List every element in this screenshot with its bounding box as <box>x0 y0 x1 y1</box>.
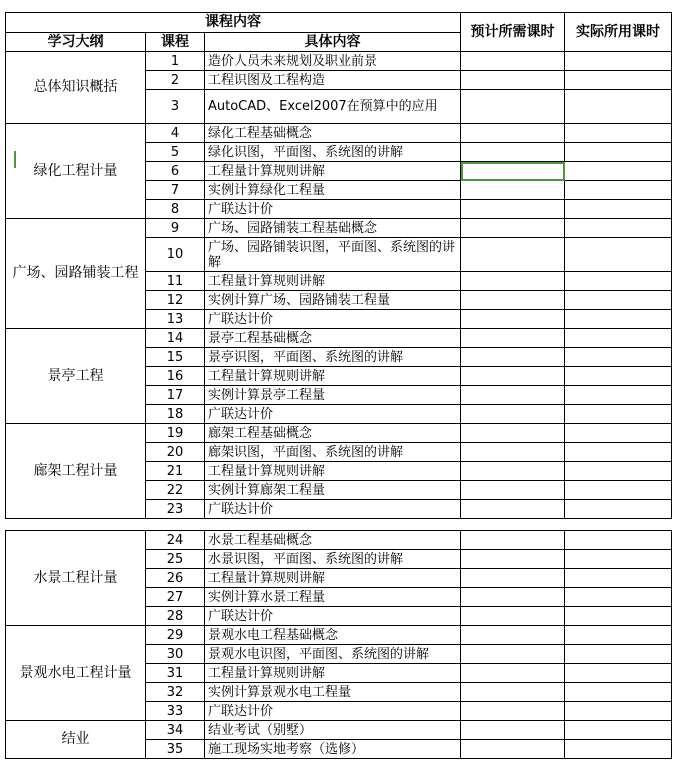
lesson-number-cell[interactable]: 1 <box>146 52 205 71</box>
actual-hours-cell[interactable] <box>565 664 672 683</box>
table-block-upper <box>0 12 676 519</box>
planned-hours-cell[interactable] <box>461 500 565 519</box>
table-row <box>6 531 672 550</box>
lesson-detail-cell[interactable]: 施工现场实地考察（选修） <box>205 740 461 759</box>
lesson-number-cell[interactable]: 29 <box>146 626 205 645</box>
lesson-detail-cell[interactable]: 广联达计价 <box>205 310 461 329</box>
lesson-detail-cell[interactable]: 工程量计算规则讲解 <box>205 367 461 386</box>
actual-hours-cell[interactable] <box>565 90 672 124</box>
actual-hours-cell[interactable] <box>565 291 672 310</box>
lesson-number-cell[interactable]: 7 <box>146 181 205 200</box>
actual-hours-cell[interactable] <box>565 443 672 462</box>
lesson-number-cell[interactable]: 34 <box>146 721 205 740</box>
planned-hours-cell[interactable] <box>461 424 565 443</box>
lesson-detail-cell[interactable]: 工程量计算规则讲解 <box>205 462 461 481</box>
planned-hours-cell[interactable] <box>461 626 565 645</box>
lesson-detail-cell[interactable]: 广联达计价 <box>205 200 461 219</box>
lesson-number-cell[interactable]: 30 <box>146 645 205 664</box>
actual-hours-cell[interactable] <box>565 181 672 200</box>
actual-hours-cell[interactable] <box>565 52 672 71</box>
lesson-number-cell[interactable]: 9 <box>146 219 205 238</box>
planned-hours-cell[interactable] <box>461 291 565 310</box>
lesson-detail-cell[interactable]: 广场、园路铺装工程基础概念 <box>205 219 461 238</box>
planned-hours-cell[interactable] <box>461 124 565 143</box>
actual-hours-cell[interactable] <box>565 143 672 162</box>
lesson-detail-cell[interactable]: 景观水电工程基础概念 <box>205 626 461 645</box>
lesson-number-cell[interactable]: 6 <box>146 162 205 181</box>
lesson-detail-cell[interactable]: 实例计算廊架工程量 <box>205 481 461 500</box>
lesson-number-cell[interactable]: 14 <box>146 329 205 348</box>
actual-hours-cell[interactable] <box>565 424 672 443</box>
table-row <box>6 424 672 443</box>
outline-cell[interactable]: 总体知识概括 <box>6 52 146 124</box>
actual-hours-cell[interactable] <box>565 683 672 702</box>
actual-hours-cell[interactable] <box>565 626 672 645</box>
lesson-number-cell[interactable]: 3 <box>146 90 205 124</box>
planned-hours-cell[interactable] <box>461 405 565 424</box>
course-table-lower <box>5 530 672 759</box>
active-row-marker <box>14 151 16 168</box>
lesson-detail-cell[interactable]: 实例计算水景工程量 <box>205 588 461 607</box>
planned-hours-cell[interactable] <box>461 462 565 481</box>
planned-hours-cell[interactable] <box>461 740 565 759</box>
outline-cell[interactable]: 结业 <box>6 721 146 759</box>
planned-hours-cell[interactable] <box>461 367 565 386</box>
planned-hours-cell[interactable] <box>461 52 565 71</box>
lesson-number-cell[interactable]: 2 <box>146 71 205 90</box>
actual-hours-cell[interactable] <box>565 238 672 272</box>
actual-hours-cell[interactable] <box>565 272 672 291</box>
planned-hours-cell[interactable] <box>461 219 565 238</box>
planned-hours-cell[interactable] <box>461 90 565 124</box>
actual-hours-cell[interactable] <box>565 405 672 424</box>
lesson-detail-cell[interactable]: 绿化工程基础概念 <box>205 124 461 143</box>
lesson-number-cell[interactable]: 33 <box>146 702 205 721</box>
lesson-detail-cell[interactable]: 廊架工程基础概念 <box>205 424 461 443</box>
actual-hours-cell[interactable] <box>565 531 672 550</box>
lesson-number-cell[interactable]: 22 <box>146 481 205 500</box>
planned-hours-cell[interactable] <box>461 531 565 550</box>
lesson-detail-cell[interactable]: AutoCAD、Excel2007在预算中的应用 <box>205 90 461 124</box>
lesson-detail-cell[interactable]: 广联达计价 <box>205 405 461 424</box>
lesson-detail-cell[interactable]: 结业考试（别墅） <box>205 721 461 740</box>
actual-hours-cell[interactable] <box>565 481 672 500</box>
outline-cell[interactable]: 廊架工程计量 <box>6 424 146 519</box>
actual-hours-cell[interactable] <box>565 219 672 238</box>
course-table-upper <box>5 12 672 519</box>
outline-cell[interactable]: 水景工程计量 <box>6 531 146 626</box>
table-row <box>6 721 672 740</box>
actual-hours-cell[interactable] <box>565 124 672 143</box>
lesson-detail-cell[interactable]: 实例计算绿化工程量 <box>205 181 461 200</box>
planned-hours-cell[interactable] <box>461 200 565 219</box>
planned-hours-cell[interactable] <box>461 607 565 626</box>
lesson-number-cell[interactable]: 19 <box>146 424 205 443</box>
actual-hours-cell[interactable] <box>565 702 672 721</box>
planned-hours-cell[interactable] <box>461 569 565 588</box>
lesson-detail-cell[interactable]: 水景识图，平面图、系统图的讲解 <box>205 550 461 569</box>
planned-hours-cell[interactable] <box>461 162 565 181</box>
lesson-number-cell[interactable]: 18 <box>146 405 205 424</box>
planned-hours-cell[interactable] <box>461 443 565 462</box>
lesson-number-cell[interactable]: 28 <box>146 607 205 626</box>
actual-hours-cell[interactable] <box>565 645 672 664</box>
lesson-detail-cell[interactable]: 景亭识图，平面图、系统图的讲解 <box>205 348 461 367</box>
lesson-number-cell[interactable]: 12 <box>146 291 205 310</box>
planned-hours-cell[interactable] <box>461 702 565 721</box>
lesson-number-cell[interactable]: 15 <box>146 348 205 367</box>
planned-hours-cell[interactable] <box>461 645 565 664</box>
lesson-number-cell[interactable]: 35 <box>146 740 205 759</box>
planned-hours-cell[interactable] <box>461 588 565 607</box>
planned-hours-cell[interactable] <box>461 721 565 740</box>
planned-hours-cell[interactable] <box>461 238 565 272</box>
lesson-detail-cell[interactable]: 广联达计价 <box>205 500 461 519</box>
lesson-number-cell[interactable]: 27 <box>146 588 205 607</box>
lesson-number-cell[interactable]: 32 <box>146 683 205 702</box>
lesson-number-cell[interactable]: 4 <box>146 124 205 143</box>
header-outline: 学习大纲 <box>6 33 146 52</box>
lesson-detail-cell[interactable]: 景亭工程基础概念 <box>205 329 461 348</box>
actual-hours-cell[interactable] <box>565 386 672 405</box>
header-actual-hours[interactable]: 实际所用课时 <box>565 13 672 52</box>
lesson-number-cell[interactable]: 10 <box>146 238 205 272</box>
planned-hours-cell[interactable] <box>461 143 565 162</box>
lesson-number-cell[interactable]: 16 <box>146 367 205 386</box>
lesson-detail-cell[interactable]: 工程量计算规则讲解 <box>205 569 461 588</box>
actual-hours-cell[interactable] <box>565 367 672 386</box>
lesson-detail-cell[interactable]: 造价人员未来规划及职业前景 <box>205 52 461 71</box>
lesson-number-cell[interactable]: 11 <box>146 272 205 291</box>
lesson-number-cell[interactable]: 23 <box>146 500 205 519</box>
actual-hours-cell[interactable] <box>565 348 672 367</box>
table-row <box>6 124 672 143</box>
actual-hours-cell[interactable] <box>565 71 672 90</box>
planned-hours-cell[interactable] <box>461 664 565 683</box>
lesson-detail-cell[interactable]: 实例计算广场、园路铺装工程量 <box>205 291 461 310</box>
lesson-detail-cell[interactable]: 实例计算景亭工程量 <box>205 386 461 405</box>
table-row <box>6 52 672 71</box>
planned-hours-cell[interactable] <box>461 481 565 500</box>
planned-hours-cell[interactable] <box>461 329 565 348</box>
planned-hours-cell[interactable] <box>461 550 565 569</box>
table-row <box>6 626 672 645</box>
actual-hours-cell[interactable] <box>565 740 672 759</box>
lesson-detail-cell[interactable]: 工程量计算规则讲解 <box>205 162 461 181</box>
lesson-number-cell[interactable]: 21 <box>146 462 205 481</box>
lesson-detail-cell[interactable]: 工程量计算规则讲解 <box>205 664 461 683</box>
planned-hours-cell[interactable] <box>461 272 565 291</box>
lesson-number-cell[interactable]: 13 <box>146 310 205 329</box>
lesson-detail-cell[interactable]: 广联达计价 <box>205 702 461 721</box>
lesson-number-cell[interactable]: 20 <box>146 443 205 462</box>
outline-cell[interactable]: 绿化工程计量 <box>6 124 146 219</box>
outline-cell[interactable]: 景观水电工程计量 <box>6 626 146 721</box>
lesson-detail-cell[interactable]: 廊架识图，平面图、系统图的讲解 <box>205 443 461 462</box>
planned-hours-cell[interactable] <box>461 71 565 90</box>
planned-hours-cell[interactable] <box>461 386 565 405</box>
actual-hours-cell[interactable] <box>565 500 672 519</box>
planned-hours-cell[interactable] <box>461 181 565 200</box>
lesson-detail-cell[interactable]: 广场、园路铺装识图，平面图、系统图的讲解 <box>205 238 461 272</box>
actual-hours-cell[interactable] <box>565 329 672 348</box>
lesson-detail-cell[interactable]: 工程识图及工程构造 <box>205 71 461 90</box>
lesson-number-cell[interactable]: 26 <box>146 569 205 588</box>
header-lesson: 课程 <box>146 33 205 52</box>
header-content-group: 课程内容 <box>6 13 461 33</box>
actual-hours-cell[interactable] <box>565 310 672 329</box>
lesson-number-cell[interactable]: 31 <box>146 664 205 683</box>
actual-hours-cell[interactable] <box>565 200 672 219</box>
outline-cell[interactable]: 景亭工程 <box>6 329 146 424</box>
lesson-number-cell[interactable]: 5 <box>146 143 205 162</box>
lesson-number-cell[interactable]: 17 <box>146 386 205 405</box>
actual-hours-cell[interactable] <box>565 569 672 588</box>
actual-hours-cell[interactable] <box>565 607 672 626</box>
actual-hours-cell[interactable] <box>565 462 672 481</box>
lesson-detail-cell[interactable]: 水景工程基础概念 <box>205 531 461 550</box>
lesson-detail-cell[interactable]: 绿化识图，平面图、系统图的讲解 <box>205 143 461 162</box>
lesson-number-cell[interactable]: 8 <box>146 200 205 219</box>
lesson-detail-cell[interactable]: 广联达计价 <box>205 607 461 626</box>
planned-hours-cell[interactable] <box>461 310 565 329</box>
lesson-detail-cell[interactable]: 实例计算景观水电工程量 <box>205 683 461 702</box>
lesson-detail-cell[interactable]: 景观水电识图，平面图、系统图的讲解 <box>205 645 461 664</box>
planned-hours-cell[interactable] <box>461 348 565 367</box>
lesson-detail-cell[interactable]: 工程量计算规则讲解 <box>205 272 461 291</box>
header-planned-hours[interactable]: 预计所需课时 <box>461 13 565 52</box>
outline-cell[interactable]: 广场、园路铺装工程 <box>6 219 146 329</box>
table-row <box>6 219 672 238</box>
table-block-lower <box>0 530 676 759</box>
actual-hours-cell[interactable] <box>565 550 672 569</box>
planned-hours-cell[interactable] <box>461 683 565 702</box>
actual-hours-cell[interactable] <box>565 588 672 607</box>
table-row <box>6 329 672 348</box>
actual-hours-cell[interactable] <box>565 721 672 740</box>
lesson-number-cell[interactable]: 24 <box>146 531 205 550</box>
header-detail: 具体内容 <box>205 33 461 52</box>
lesson-number-cell[interactable]: 25 <box>146 550 205 569</box>
actual-hours-cell[interactable] <box>565 162 672 181</box>
